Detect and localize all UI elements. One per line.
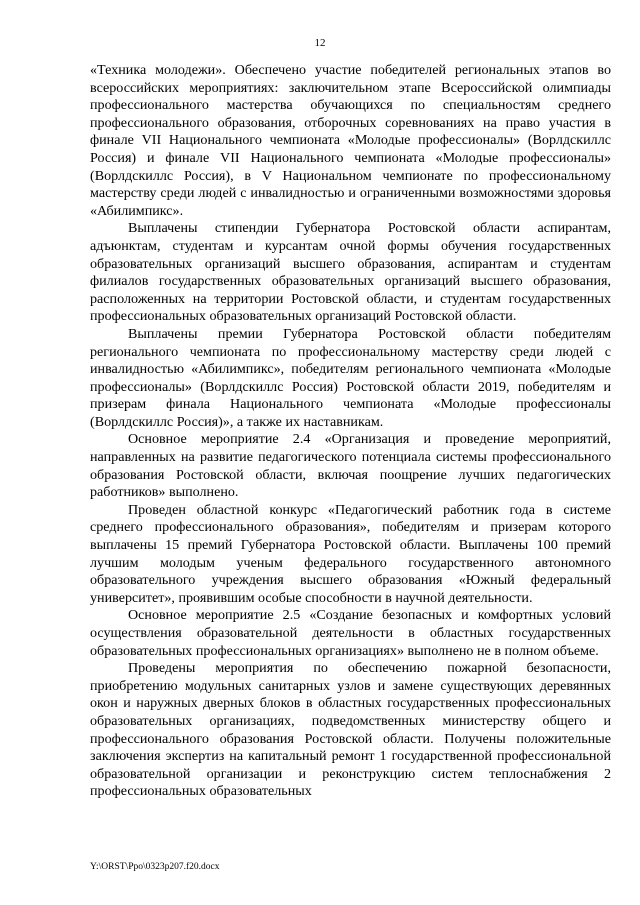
footer-file-path: Y:\ORST\Ppo\0323p207.f20.docx (90, 862, 220, 872)
paragraph: Основное мероприятие 2.4 «Организация и проведение мероприятий, направленных на развитие педагогического потенциала системы профессионального образования Ростовской области, включая поощрение лучших педагогических работников» выполнено. (90, 431, 611, 501)
paragraph: «Техника молодежи». Обеспечено участие победителей региональных этапов во всероссийских мероприятиях: заключительном этапе Всероссийской олимпиады профессионального мастерства обучающихся по специальностям среднего профессионального образования, отборочных соревнованиях на право участия в финале VII Национального чемпионата «Молодые профессионалы» (Ворлдскиллс Россия) и финале VII Национального чемпионата «Молодые профессионалы» (Ворлдскиллс Россия), в V Национальном чемпионате по профессиональному мастерству среди людей с инвалидностью и ограниченными возможностями здоровья «Абилимпикс». (90, 62, 611, 219)
paragraph: Основное мероприятие 2.5 «Создание безопасных и комфортных условий осуществления образовательной деятельности в областных государственных образовательных профессиональных организациях» выполнено не в полном объеме. (90, 607, 611, 659)
paragraph: Выплачены премии Губернатора Ростовской области победителям регионального чемпионата по профессиональному мастерству среди людей с инвалидностью «Абилимпикс», победителям регионального чемпионата «Молодые профессионалы» (Ворлдскиллс Россия) Ростовской области 2019, победителям и призерам финала Национального чемпионата «Молодые профессионалы (Ворлдскиллс Россия)», а также их наставникам. (90, 325, 611, 430)
document-body (90, 62, 611, 801)
paragraph: Проведен областной конкурс «Педагогический работник года в системе среднего профессионального образования», победителям и призерам которого выплачены 15 премий Губернатора Ростовской области. Выплачены 100 премий лучшим молодым ученым федерального государственного автономного образовательного учреждения высшего образования «Южный федеральный университет», проявившим особые способности в научной деятельности. (90, 501, 611, 606)
paragraph: Проведены мероприятия по обеспечению пожарной безопасности, приобретению модульных санитарных узлов и замене существующих деревянных окон и наружных дверных блоков в областных государственных профессиональных образовательных организациях, подведомственных министерству общего и профессионального образования Ростовской области. Получены положительные заключения экспертиз на капитальный ремонт 1 государственной профессиональной образовательной организации и реконструкцию систем теплоснабжения 2 профессиональных образовательных (90, 660, 611, 800)
paragraph: Выплачены стипендии Губернатора Ростовской области аспирантам, адъюнктам, студентам и курсантам очной формы обучения государственных образовательных организаций высшего образования, аспирантам и студентам филиалов государственных образовательных организаций высшего образования, расположенных на территории Ростовской области, и студентам государственных профессиональных образовательных организаций Ростовской области. (90, 220, 611, 325)
page-number: 12 (314, 37, 326, 49)
